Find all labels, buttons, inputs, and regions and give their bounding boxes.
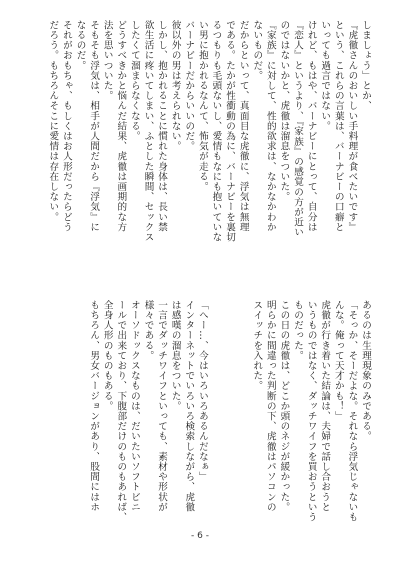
body-text-upper	[24, 20, 372, 270]
text-line: あるのは生理現象のみである。	[360, 300, 371, 442]
text-line: だろう。もちろんそこに愛情は存在しない。	[47, 20, 59, 222]
text-line	[209, 300, 223, 522]
text-line: いっても過言ではない。	[319, 20, 331, 132]
text-line: 一言でダッチワイフといっても、素材や形状が	[156, 300, 168, 513]
text-line: 彼以外の男は考えられない。	[169, 20, 181, 152]
text-line: バーナビーだからいいのだ。	[183, 20, 195, 152]
text-line: という、これらの言葉は、バーナビーの口癖と	[332, 20, 344, 233]
text-line: この日の虎徹は、どこか頭のネジが緩かった。	[278, 300, 290, 513]
text-line: 『家族』に対して、性的欲求は、なかなかわか	[264, 20, 276, 233]
text-line: それがおもちゃ、もしくはお人形だったらどう	[60, 20, 72, 233]
text-line: けれど、もはや、バーナビーにとって、自分は	[305, 20, 317, 233]
text-line: のではないかと、虎徹は溜息をついた。	[278, 20, 290, 202]
text-line: だからといって、真面目な虎徹に、浮気は無理	[237, 20, 249, 233]
text-line: そもそも浮気は、相手が人間だから『浮気』に	[88, 20, 100, 233]
text-line: 法を思いついた。	[101, 20, 113, 101]
text-line: したくて溜まらなくなる。	[128, 20, 140, 142]
text-line: んな。俺って天才かも！」	[332, 300, 344, 422]
text-line	[236, 300, 250, 522]
text-line: 「そっか、そーだよな。それなら浮気じゃないも	[346, 300, 358, 522]
text-line: どうすべきかと悩んだ結果、虎徹は画期的な方	[115, 20, 127, 233]
text-line: なるのだ。	[74, 20, 86, 71]
text-line: 欲生活に疼いてしまい、ふとした瞬間、セックス	[142, 20, 154, 243]
text-line: スイッチを入れた。	[251, 300, 263, 391]
text-line: 明らかに間違った判断の下、虎徹はパソコンの	[264, 300, 276, 513]
text-line: しかし、抱かれることに慣れた身体は、長い禁	[156, 20, 168, 233]
text-line: インターネットでいろいろ検索しながら、虎徹	[183, 300, 195, 513]
text-line: 様々である。	[142, 300, 154, 361]
text-line: いうものではなく、ダッチワイフを買おうという	[305, 300, 317, 522]
text-line: るつもりも毛頭ないし、愛情もなにも抱いていな	[210, 20, 222, 243]
text-line: ないものだ。	[251, 20, 263, 81]
text-line: ールで出来ており、下腹部だけのものもあれば、	[115, 300, 127, 522]
text-line	[222, 300, 236, 522]
text-line: い男に抱かれるなんて、怖気が走る。	[196, 20, 208, 192]
page-number: - 6 -	[191, 531, 209, 541]
text-line: である。たかが性衝動の為に、バーナビーを裏切	[224, 20, 236, 243]
text-line: 虎徹が行き着いた結論は、夫婦で話し合おうと	[319, 300, 331, 513]
text-line: 全身人形のものもある。	[101, 300, 113, 412]
text-line: 「へー…、今はいろいろあるんだなぁ」	[196, 300, 208, 482]
body-text-lower	[24, 300, 372, 522]
text-line: ものだった。	[292, 300, 304, 361]
text-line: は感嘆の溜息をついた。	[169, 300, 181, 412]
text-line: しましょう」とか、	[360, 20, 371, 111]
text-line: もちろん、男女バージョンがあり、股間にはホ	[88, 300, 100, 513]
text-line: 『虎徹さんのおいしい手料理が食べたいです』	[346, 20, 358, 233]
text-line: 『恋人』というより、『家族』の感覚の方が近い	[292, 20, 304, 238]
text-line: オーソドックスなものは、だいたいソフトビニ	[128, 300, 140, 513]
